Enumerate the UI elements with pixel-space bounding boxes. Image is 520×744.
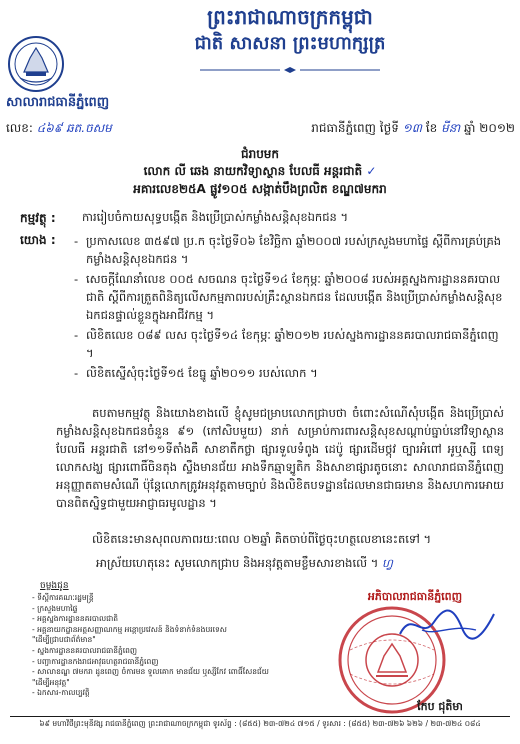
cc-item: - ស្នងការដ្ឋាននគរបាលរាជធានីភ្នំពេញ xyxy=(32,645,138,655)
references-list xyxy=(74,232,504,384)
cc-item: - ក្រសួងមហាផ្ទៃ xyxy=(32,603,78,613)
cc-item: - ឯកសារ-កាលប្បវត្តិ xyxy=(32,688,90,698)
body-paragraph: តបតាមកម្មវត្ថុ និងយោងខាងលើ ខ្ញុំសូមជម្រាបលោកជ្រាបថា ចំពោះសំណើសុំបង្កើត និងប្រើប្រាស់កម្លាំងសន្តិសុខឯកជនចំនួន ៩១ (កៅសិបមួយ) នាក់ សម្រាប់ការពារសន្តិសុខសណ្តាប់ធ្នាប់នៅវិទ្យាស្ថាន បែលធី អន្តរជាតិ នៅ១១ទីតាំងគឺ សាខាតឹកថ្លា ផ្សារទួលទំពូង ដេប៉ូ ផ្សារដើមថ្កុវ ច្បារអំពៅ អូឬស្សី ពេទ្យលោកសង្ឃ ផ្សារពោធិ៍ចិនតុង ស្ទឹងមានជ័យ អាងទឹកឆ្មាទ្បូតិក និងសាខាផ្សារតូចនោះ សាលារាជធានីភ្នំពេញអនុញ្ញាតតាមសំណើ ប៉ុន្តែលោកត្រូវអនុវត្តតាមច្បាប់ និងលិខិតបទដ្ឋានដែលមានជាធរមាន និងសហការអោយបានពិតស្និទ្ធជាមួយអាជ្ញាធរមូលដ្ឋាន ។ xyxy=(56,406,504,510)
kingdom-heading: ព្រះរាជាណាចក្រកម្ពុជា xyxy=(207,5,373,29)
motto-heading: ជាតិ សាសនា ព្រះមហាក្សត្រ xyxy=(194,33,386,54)
validity-note: លិខិតនេះមានសុពលភាពរយ:ពេល ០២ឆ្នាំ គិតចាប់ពីថ្ងៃចុះហត្ថលេខានេះតទៅ ។ xyxy=(92,532,432,546)
issuing-office: សាលារាជធានីភ្នំពេញ xyxy=(6,95,110,110)
ornament-divider xyxy=(200,58,380,64)
cc-title: ចម្លងជូន xyxy=(40,581,69,591)
cc-item: "ដើម្បីអនុវត្ត" xyxy=(32,677,70,687)
ref-number: ៤៦៩ xyxy=(36,121,63,135)
signature-icon xyxy=(392,600,502,650)
cc-item: - ទីស្តីការគណៈរដ្ឋមន្ត្រី xyxy=(32,593,94,602)
date-year: ២០១២ xyxy=(479,121,515,135)
references-label: យោង : xyxy=(20,233,56,247)
date-line xyxy=(230,120,515,138)
recipient-line1: លោក លី ឆេង នាយកវិទ្យាស្ថាន បែលធី អន្តរជាតិ xyxy=(143,164,363,178)
ref-label: លេខ: xyxy=(6,121,33,135)
reference-item: - សេចក្តីណែនាំលេខ ០០៥ សចណន ចុះថ្ងៃទី១៤ ខែកុម្ភៈ ឆ្នាំ២០០៨ របស់អគ្គស្នងការដ្ឋាននគរបាលជាតិ ស្តីពីការត្រួតពិនិត្យលើសកម្មភាពរបស់គ្រឹះស្ថានឯកជន ដែលបង្កើត និងប្រើប្រាស់កម្លាំងសន្តិសុខឯកជនផ្ទាល់ខ្លួនក្នុងអាជីវកម្ម ។ xyxy=(74,270,504,324)
reference-number xyxy=(6,120,112,138)
reference-item: - លិខិតលេខ ០៨៩ លស ចុះថ្ងៃទី១៤ ខែកុម្ភៈ ឆ្នាំ២០១២ របស់ស្នងការដ្ឋាននគរបាលរាជធានីភ្នំពេញ ។ xyxy=(74,326,504,362)
date-month-label: ខែ xyxy=(425,121,438,135)
reference-item: - ប្រកាសលេខ ៣៥៩៧ ប្រ.ក ចុះថ្ងៃទី០៦ ខែវិច្ឆិកា ឆ្នាំ២០០៧ របស់ក្រសួងមហាផ្ទៃ ស្តីពីការគ្រប់គ្រងកម្លាំងសន្តិសុខឯកជន ។ xyxy=(74,232,504,268)
date-month: មីនា xyxy=(441,121,461,135)
reference-item: - លិខិតស្នើសុំចុះថ្ងៃទី១៥ ខែធ្នូ ឆ្នាំ២០១១ របស់លោក ។ xyxy=(74,364,504,382)
cc-item: "ដើម្បីជ្រាបជាព័ត៌មាន" xyxy=(32,635,96,645)
subject-text: ការរៀបចំកាយសុទ្ធបង្កើត និងប្រើប្រាស់កម្លាំងសន្តិសុខឯកជន ។ xyxy=(82,210,349,224)
closing-line xyxy=(96,556,476,573)
ref-suffix: ឆត.ចសម xyxy=(66,121,112,135)
subject-label: កម្មវត្ថុ : xyxy=(20,211,56,225)
recipient-name xyxy=(60,163,460,181)
cc-item: - អគ្គនាយកដ្ឋានអត្តសញ្ញាណកម្ម អន្តោប្រវេសន៍ និងទំនាក់ទំនងបរទេស xyxy=(32,624,227,634)
cc-item: - អគ្គស្នងការដ្ឋាននគរបាលជាតិ xyxy=(32,614,119,624)
date-day: ១៣ xyxy=(402,121,423,135)
cc-item: - បញ្ជាការដ្ឋានកងរាជអាវុធហត្ថរាជធានីភ្នំពេញ xyxy=(32,656,159,666)
salutation: ជំរាបមក xyxy=(240,147,280,161)
recipient-address: អគារលេខ២៥A ផ្លូវ១០៥ សង្កាត់បឹងព្រលិត ខណ្ឌ៧មករា xyxy=(133,182,387,196)
footer-divider xyxy=(10,716,510,717)
royal-emblem-icon xyxy=(6,34,66,94)
date-place: រាជធានីភ្នំពេញ ថ្ងៃទី xyxy=(311,121,399,135)
footer-address: ៦៩ មហាវិថីព្រះមុនីវង្ស រាជធានីភ្នំពេញ ព្រះរាជាណាចក្រកម្ពុជា ទូរស័ព្ទ : (៨៥៥) ២៣-៧២៤ ៧១៥ / ទូរសារ : (៨៥៥) ២៣-៧២៦ ៦២៦ / ២៣-៧២៤ ០៨៤ xyxy=(39,719,481,728)
closing-initial: ហ្វ xyxy=(381,556,393,570)
signatory-name: កែប ជុតិមា xyxy=(417,700,463,713)
date-year-label: ឆ្នាំ xyxy=(463,121,476,135)
signatory-title: អភិបាលរាជធានីភ្នំពេញ xyxy=(367,590,463,603)
cc-item: - សាលាខណ្ឌ ៧មករា ដូនពេញ ចំការមន ទួលគោក មានជ័យ ឬស្សីកែវ ពោធិ៍សែនជ័យ xyxy=(32,667,269,677)
cc-list xyxy=(32,593,269,699)
closing-text: អាស្រ័យហេតុនេះ សូមលោកជ្រាប និងអនុវត្តតាមខ្លឹមសារខាងលើ ។ xyxy=(96,556,379,570)
checkmark-icon: ✓ xyxy=(366,164,377,178)
